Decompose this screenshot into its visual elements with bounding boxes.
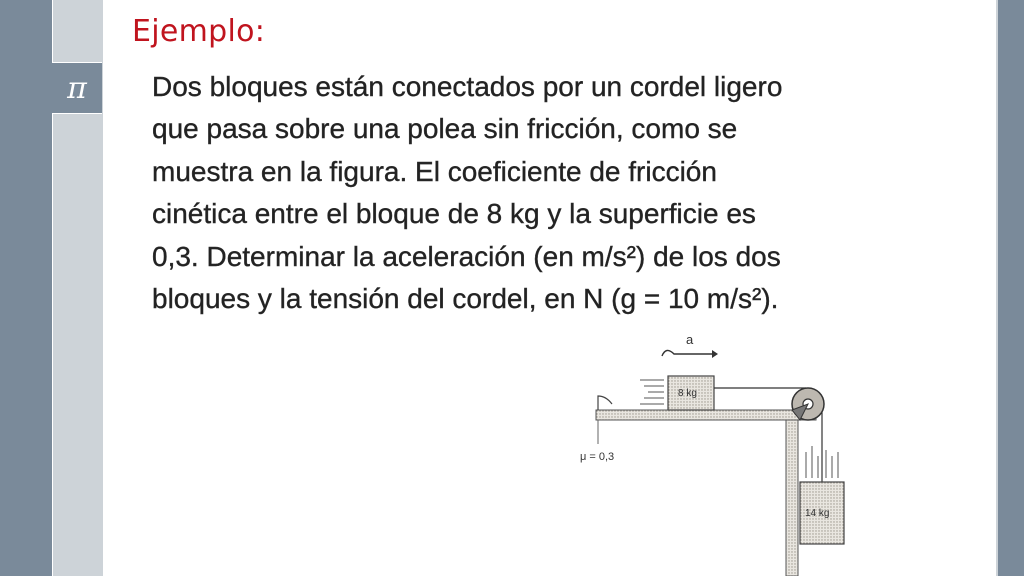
problem-statement <box>152 66 886 320</box>
motion-lines <box>640 380 664 404</box>
slide-title: Ejemplo: <box>132 14 266 49</box>
friction-marker <box>598 396 612 410</box>
table-leg <box>786 420 798 576</box>
acceleration-arrow <box>662 350 712 356</box>
arrow-head <box>712 350 718 358</box>
acceleration-label: a <box>686 332 694 347</box>
left-decor-band <box>0 0 52 576</box>
problem-line: cinética entre el bloque de 8 kg y la superficie es <box>152 198 756 230</box>
problem-line: que pasa sobre una polea sin fricción, como se <box>152 113 738 145</box>
friction-label: μ = 0,3 <box>580 451 615 463</box>
pulley-diagram <box>560 326 860 576</box>
pi-glyph: π <box>67 70 87 106</box>
block-hanging-label: 14 kg <box>805 508 830 519</box>
block-top-label: 8 kg <box>678 388 697 399</box>
problem-line: bloques y la tensión del cordel, en N (g = 10 m/s²). <box>152 283 779 315</box>
table-surface <box>596 410 816 420</box>
problem-line: 0,3. Determinar la aceleración (en m/s²) de los dos <box>152 240 781 272</box>
problem-line: Dos bloques están conectados por un cordel ligero <box>152 71 783 102</box>
problem-line: muestra en la figura. El coeficiente de fricción <box>152 155 717 187</box>
right-decor-band <box>998 0 1024 576</box>
pi-icon <box>52 62 102 114</box>
